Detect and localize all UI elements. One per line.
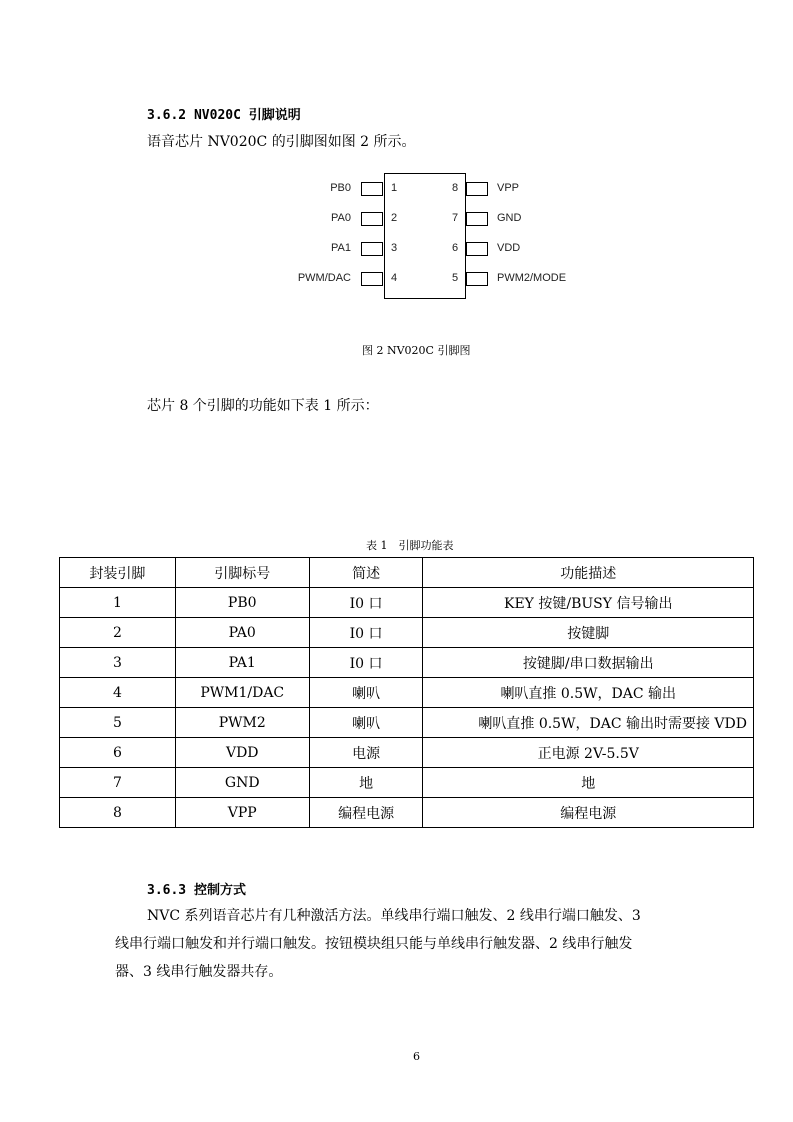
pin-number-3: 3	[391, 242, 398, 254]
pin-number-8: 8	[452, 182, 459, 194]
pin-function-table	[59, 557, 754, 828]
pin-label-right-5: PWM2/MODE	[497, 272, 567, 284]
table-cell: 喇叭直推 0.5W，DAC 输出	[423, 678, 754, 708]
table-header-cell: 封装引脚	[60, 558, 176, 588]
figure-caption: 图 2 NV020C 引脚图	[362, 344, 471, 357]
pin-pad	[361, 212, 383, 226]
table-row	[60, 618, 754, 648]
table-row	[60, 648, 754, 678]
table-cell: 喇叭	[309, 708, 423, 738]
table-cell: 编程电源	[423, 798, 754, 828]
pin-pad	[466, 242, 488, 256]
table-cell: 8	[60, 798, 176, 828]
table-cell: 正电源 2V-5.5V	[423, 738, 754, 768]
pin-label-left-4: PWM/DAC	[297, 272, 351, 284]
section-heading-363: 3.6.3 控制方式	[147, 883, 246, 898]
table-cell: 喇叭直推 0.5W，DAC 输出时需要接 VDD	[423, 708, 754, 738]
table-cell: 按键脚/串口数据输出	[423, 648, 754, 678]
pin-label-right-8: VPP	[497, 182, 520, 194]
table-cell: 3	[60, 648, 176, 678]
pin-label-left-2: PA0	[331, 212, 351, 224]
table-cell: 喇叭	[309, 678, 423, 708]
table-cell: 编程电源	[309, 798, 423, 828]
table-intro-text: 芯片 8 个引脚的功能如下表 1 所示：	[147, 398, 379, 414]
pin-pad	[361, 272, 383, 286]
table-cell: I0 口	[309, 588, 423, 618]
table-cell: VDD	[175, 738, 309, 768]
table-row	[60, 708, 754, 738]
table-cell: GND	[175, 768, 309, 798]
pin-pad	[466, 212, 488, 226]
table-row	[60, 588, 754, 618]
table-cell: PWM2	[175, 708, 309, 738]
pin-label-right-6: VDD	[497, 242, 521, 254]
table-caption: 表 1 引脚功能表	[366, 539, 454, 552]
table-cell: I0 口	[309, 648, 423, 678]
pin-label-right-7: GND	[497, 212, 522, 224]
pin-number-5: 5	[452, 272, 459, 284]
table-cell: PWM1/DAC	[175, 678, 309, 708]
table-header-cell: 简述	[309, 558, 423, 588]
pin-number-6: 6	[452, 242, 459, 254]
pin-number-2: 2	[391, 212, 398, 224]
pin-label-left-3: PA1	[331, 242, 351, 254]
pin-pad	[361, 242, 383, 256]
table-row	[60, 798, 754, 828]
table-cell: KEY 按键/BUSY 信号输出	[423, 588, 754, 618]
table-cell: 4	[60, 678, 176, 708]
table-cell: PA1	[175, 648, 309, 678]
paragraph-line: 线串行端口触发和并行端口触发。按钮模块组只能与单线串行触发器、2 线串行触发	[115, 936, 633, 952]
table-cell: 地	[309, 768, 423, 798]
table-header-cell: 引脚标号	[175, 558, 309, 588]
table-row	[60, 738, 754, 768]
table-cell: 电源	[309, 738, 423, 768]
pin-number-7: 7	[452, 212, 459, 224]
table-row	[60, 678, 754, 708]
table-cell: I0 口	[309, 618, 423, 648]
pin-pad	[466, 182, 488, 196]
pin-label-left-1: PB0	[330, 182, 351, 194]
table-cell: 6	[60, 738, 176, 768]
pin-pad	[466, 272, 488, 286]
table-cell: 地	[423, 768, 754, 798]
table-header-cell: 功能描述	[423, 558, 754, 588]
paragraph-line: 器、3 线串行触发器共存。	[115, 964, 283, 980]
table-cell: 2	[60, 618, 176, 648]
table-cell: VPP	[175, 798, 309, 828]
paragraph-line: NVC 系列语音芯片有几种激活方法。单线串行端口触发、2 线串行端口触发、3	[147, 908, 641, 924]
section-intro-text: 语音芯片 NV020C 的引脚图如图 2 所示。	[147, 134, 416, 150]
pin-number-4: 4	[391, 272, 398, 284]
table-cell: PB0	[175, 588, 309, 618]
table-cell: PA0	[175, 618, 309, 648]
page-number: 6	[413, 1050, 420, 1063]
pin-number-1: 1	[391, 182, 398, 194]
pin-pad	[361, 182, 383, 196]
table-header-row	[60, 558, 754, 588]
table-cell: 按键脚	[423, 618, 754, 648]
table-cell: 1	[60, 588, 176, 618]
section-heading-362: 3.6.2 NV020C 引脚说明	[147, 108, 301, 123]
table-row	[60, 768, 754, 798]
table-cell: 7	[60, 768, 176, 798]
table-cell: 5	[60, 708, 176, 738]
